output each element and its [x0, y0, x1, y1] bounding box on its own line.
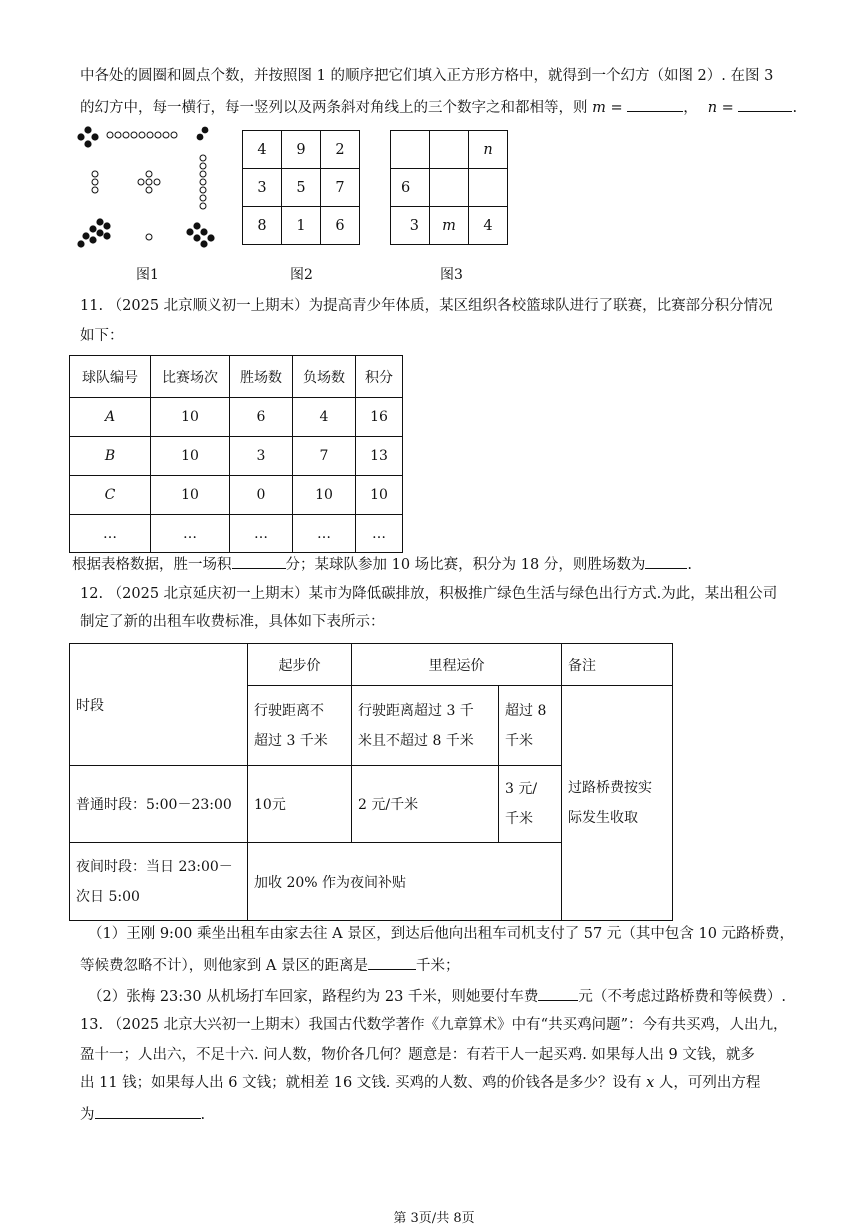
q12-fare-table — [69, 643, 673, 921]
fig3-cell — [391, 131, 430, 169]
q12-mid-sub: 行驶距离超过 3 千 米且不超过 8 千米 — [352, 686, 499, 766]
answer-blank-wins[interactable] — [645, 553, 687, 569]
caption-fig3: 图3 — [440, 267, 463, 283]
fig2-cell: 4 — [243, 131, 282, 169]
q13-line-4-a: 为 — [80, 1107, 95, 1123]
top-left-dots — [77, 126, 98, 147]
q11-cell: 6 — [230, 398, 293, 437]
caption-fig2: 图2 — [290, 267, 313, 283]
q11-cell: A — [70, 398, 151, 437]
q13-line-1: 13. （2025 北京大兴初一上期末）我国古代数学著作《九章算术》中有“共买鸡问题”：今有共买鸡，人出九， — [80, 1017, 788, 1033]
intro-line-2-text: 的幻方中，每一横行，每一竖列以及两条斜对角线上的三个数字之和都相等，则 — [80, 100, 593, 116]
q11-cell: 10 — [151, 398, 230, 437]
q12-night-note: 加收 20% 作为夜间补贴 — [248, 843, 562, 921]
q11-cell: 7 — [293, 437, 356, 476]
q12-p2-line — [88, 985, 786, 1007]
bottom-right-dots — [186, 222, 214, 247]
answer-blank-distance[interactable] — [368, 954, 416, 970]
q11-header: 胜场数 — [230, 356, 293, 398]
fig2-cell: 3 — [243, 169, 282, 207]
q11-header: 积分 — [356, 356, 403, 398]
q12-p2-b: 元（不考虑过路桥费和等候费）. — [578, 989, 787, 1005]
var-x: x — [646, 1075, 655, 1091]
q12-p1-b: 千米； — [415, 958, 460, 974]
q11-cell: … — [151, 515, 230, 553]
q11-after-c: . — [687, 557, 692, 573]
fig3-cell — [430, 131, 469, 169]
q11-header: 球队编号 — [70, 356, 151, 398]
q13-line-3 — [80, 1073, 760, 1093]
q11-cell: … — [293, 515, 356, 553]
q11-cell: 10 — [356, 476, 403, 515]
q11-line-2: 如下： — [80, 328, 124, 344]
q12-over-sub: 超过 8 千米 — [499, 686, 562, 766]
fig2-cell: 8 — [243, 207, 282, 245]
q11-cell: … — [356, 515, 403, 553]
figure-3-magic-square — [390, 130, 508, 245]
q11-cell: B — [70, 437, 151, 476]
top-right-dots — [197, 127, 209, 141]
q12-normal-period: 普通时段：5:00－23:00 — [70, 766, 248, 843]
fig2-cell: 1 — [282, 207, 321, 245]
q12-line-1: 12. （2025 北京延庆初一上期末）某市为降低碳排放，积极推广绿色生活与绿色出行方式.为此，某出租公司 — [80, 586, 778, 602]
q11-header: 负场数 — [293, 356, 356, 398]
q12-p2-a: （2）张梅 23:30 从机场打车回家，路程约为 23 千米，则她要付车费 — [88, 989, 539, 1005]
intro-line-2 — [80, 96, 797, 118]
figure-1-luoshu — [76, 126, 216, 252]
q13-line-2: 盈十一；人出六，不足十六. 问人数，物价各几何？题意是：有若干人一起买鸡. 如果每人出 9 文钱，就多 — [80, 1047, 755, 1063]
fig3-cell: 4 — [469, 207, 508, 245]
q11-cell: 16 — [356, 398, 403, 437]
q11-score-table — [69, 355, 403, 553]
fig2-cell: 2 — [321, 131, 360, 169]
answer-blank-win-points[interactable] — [232, 553, 286, 569]
q11-cell: C — [70, 476, 151, 515]
q12-normal-over: 3 元/ 千米 — [499, 766, 562, 843]
fig3-cell — [469, 169, 508, 207]
separator: ， — [683, 100, 698, 116]
fig3-cell-m: m — [430, 207, 469, 245]
middle-left-circles — [92, 171, 98, 193]
answer-blank-n[interactable] — [738, 96, 792, 112]
q11-cell: 10 — [151, 437, 230, 476]
q12-start-sub: 行驶距离不 超过 3 千米 — [248, 686, 352, 766]
eq-sign-m: = — [605, 100, 628, 116]
period: . — [792, 100, 798, 116]
q12-normal-start: 10元 — [248, 766, 352, 843]
q11-cell: … — [70, 515, 151, 553]
q12-note: 过路桥费按实 际发生收取 — [562, 686, 673, 921]
var-n: n — [707, 100, 718, 116]
q12-mileage-header: 里程运价 — [352, 644, 562, 686]
q11-cell: … — [230, 515, 293, 553]
q11-cell: 4 — [293, 398, 356, 437]
q11-after-a: 根据表格数据，胜一场积 — [72, 557, 232, 573]
q12-line-2: 制定了新的出租车收费标准，具体如下表所示： — [80, 614, 385, 630]
intro-line-1: 中各处的圆圈和圆点个数，并按照图 1 的顺序把它们填入正方形方格中，就得到一个幻方（如图 2）. 在图 3 — [80, 68, 774, 84]
q11-cell: 0 — [230, 476, 293, 515]
fig3-cell — [430, 169, 469, 207]
top-middle-circles — [107, 132, 177, 138]
figure-2-magic-square — [242, 130, 360, 245]
fig2-cell: 9 — [282, 131, 321, 169]
caption-fig1: 图1 — [136, 267, 159, 283]
q12-p1-line-1: （1）王刚 9:00 乘坐出租车由家去往 A 景区，到达后他向出租车司机支付了 57 元（其中包含 10 元路桥费， — [88, 926, 795, 942]
middle-right-circles — [200, 155, 206, 209]
q11-line-1: 11. （2025 北京顺义初一上期末）为提高青少年体质，某区组织各校篮球队进行了联赛，比赛部分积分情况 — [80, 298, 773, 314]
q11-header: 比赛场次 — [151, 356, 230, 398]
q12-period-header: 时段 — [70, 644, 248, 766]
q13-line-3-b: 人，可列出方程 — [654, 1075, 761, 1091]
answer-blank-equation[interactable] — [95, 1103, 201, 1119]
q12-p1-line-2 — [80, 954, 459, 976]
q13-line-3-a: 出 11 钱；如果每人出 6 文钱；就相差 16 文钱. 买鸡的人数、鸡的价钱各是多少？设有 — [80, 1075, 647, 1091]
answer-blank-m[interactable] — [627, 96, 683, 112]
page-footer: 第 3页/共 8页 — [393, 1211, 475, 1226]
q11-after-line — [72, 553, 692, 575]
q12-normal-mid: 2 元/千米 — [352, 766, 499, 843]
q12-note-header: 备注 — [562, 644, 673, 686]
fig2-cell: 7 — [321, 169, 360, 207]
fig3-cell-n: n — [469, 131, 508, 169]
q13-line-4-b: . — [200, 1107, 206, 1123]
fig2-cell: 6 — [321, 207, 360, 245]
var-m: m — [592, 100, 606, 116]
bottom-middle-circle — [146, 234, 152, 240]
q11-cell: 10 — [151, 476, 230, 515]
fig3-cell: 3 — [391, 207, 430, 245]
q11-after-b: 分；某球队参加 10 场比赛，积分为 18 分，则胜场数为 — [285, 557, 646, 573]
answer-blank-fare[interactable] — [538, 985, 578, 1001]
q12-night-period: 夜间时段：当日 23:00－ 次日 5:00 — [70, 843, 248, 921]
eq-sign-n: = — [717, 100, 739, 116]
center-circles — [138, 171, 160, 193]
q12-start-header: 起步价 — [248, 644, 352, 686]
q13-line-4 — [80, 1103, 205, 1125]
q11-cell: 13 — [356, 437, 403, 476]
bottom-left-dots — [77, 218, 110, 247]
fig3-cell: 6 — [391, 169, 430, 207]
q11-cell: 3 — [230, 437, 293, 476]
q12-p1-a: 等候费忽略不计），则他家到 A 景区的距离是 — [80, 958, 368, 974]
fig2-cell: 5 — [282, 169, 321, 207]
q11-cell: 10 — [293, 476, 356, 515]
